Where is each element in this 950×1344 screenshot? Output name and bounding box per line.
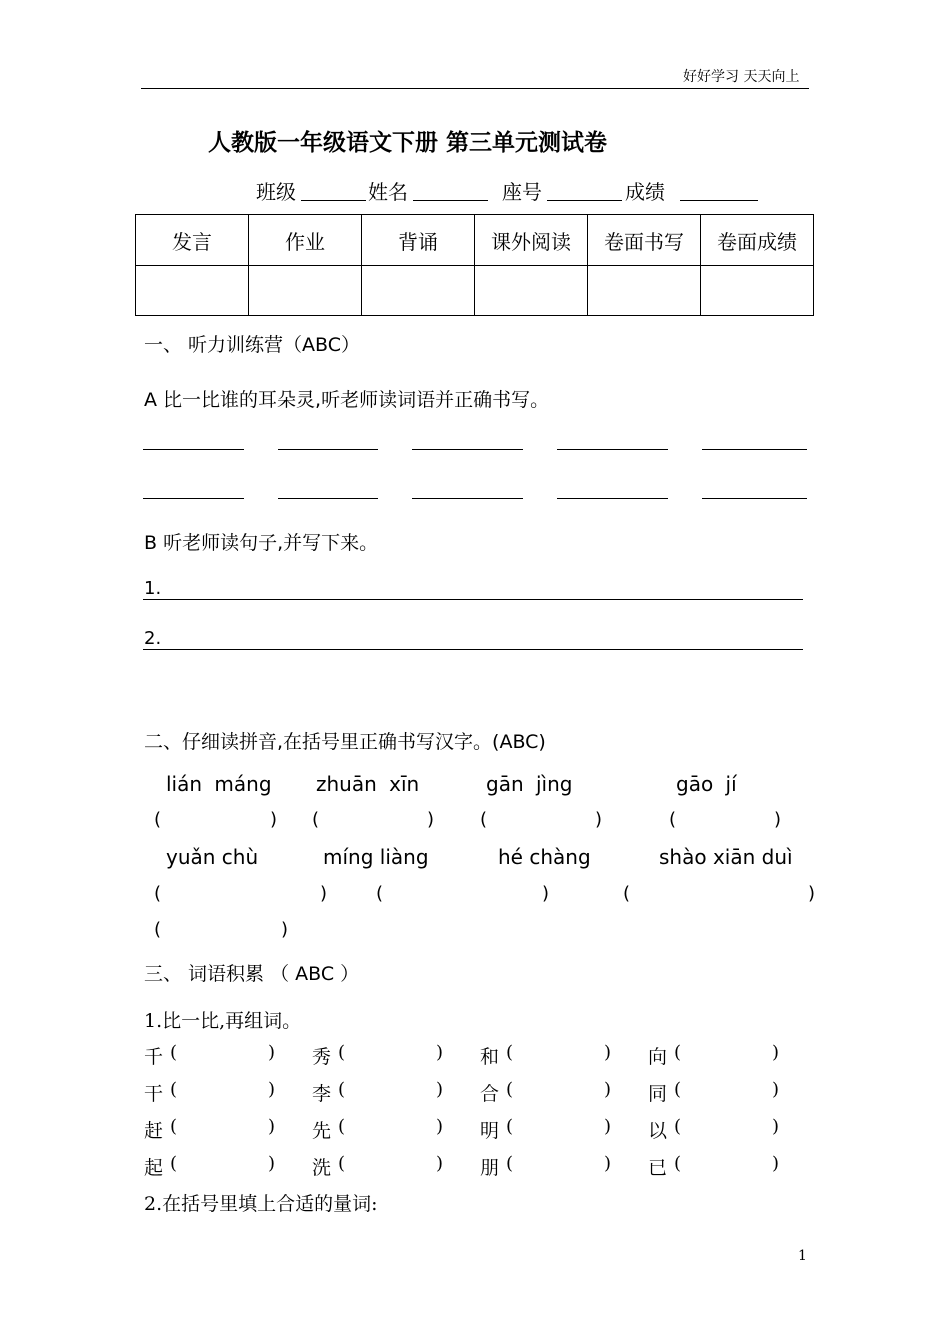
sentence-number: 2.	[144, 628, 162, 649]
answer-paren[interactable]: (	[338, 1079, 346, 1100]
char-label: 合	[480, 1083, 500, 1105]
char-label: 千	[144, 1046, 164, 1068]
score-cell[interactable]	[475, 266, 588, 316]
word-blank[interactable]	[278, 449, 378, 450]
answer-paren[interactable]: (	[312, 809, 320, 830]
section1-part-b: B 听老师读句子,并写下来。	[144, 532, 379, 554]
answer-paren[interactable]: (	[170, 1116, 178, 1137]
score-cell[interactable]	[588, 266, 701, 316]
score-blank[interactable]	[680, 200, 758, 201]
score-header: 发言	[136, 215, 249, 266]
answer-paren[interactable]: (	[170, 1153, 178, 1174]
answer-paren[interactable]: )	[808, 883, 816, 904]
section3-q2: 2.在括号里填上合适的量词:	[144, 1193, 378, 1215]
answer-paren[interactable]: (	[480, 809, 488, 830]
answer-paren[interactable]: )	[268, 1116, 276, 1137]
answer-paren[interactable]: (	[506, 1153, 514, 1174]
answer-paren[interactable]: (	[669, 809, 677, 830]
section2-title: 二、仔细读拼音,在括号里正确书写汉字。(ABC)	[144, 731, 546, 753]
char-label: 李	[312, 1083, 332, 1105]
answer-paren[interactable]: )	[436, 1116, 444, 1137]
word-blank[interactable]	[557, 449, 668, 450]
score-header: 卷面书写	[588, 215, 701, 266]
score-table	[135, 214, 814, 316]
sentence-line[interactable]	[143, 649, 803, 650]
sentence-line[interactable]	[143, 599, 803, 600]
answer-paren[interactable]: )	[772, 1116, 780, 1137]
section1-title: 一、 听力训练营（ABC）	[144, 334, 361, 356]
answer-paren[interactable]: )	[604, 1153, 612, 1174]
answer-paren[interactable]: (	[506, 1042, 514, 1063]
pinyin: gān jìng	[486, 772, 573, 796]
word-blank[interactable]	[143, 449, 244, 450]
header-rule	[141, 88, 809, 89]
answer-paren[interactable]: )	[427, 809, 435, 830]
char-label: 起	[144, 1157, 164, 1179]
seat-label: 座号	[502, 180, 542, 204]
answer-paren[interactable]: (	[674, 1116, 682, 1137]
answer-paren[interactable]: (	[674, 1079, 682, 1100]
pinyin: shào xiān duì	[659, 845, 793, 869]
pinyin: yuǎn chù	[166, 845, 259, 869]
char-label: 以	[648, 1120, 668, 1142]
answer-paren[interactable]: (	[376, 883, 384, 904]
answer-paren[interactable]: (	[170, 1079, 178, 1100]
answer-paren[interactable]: )	[268, 1042, 276, 1063]
char-label: 先	[312, 1120, 332, 1142]
word-blank[interactable]	[278, 498, 378, 499]
score-cell[interactable]	[249, 266, 362, 316]
char-label: 干	[144, 1083, 164, 1105]
pinyin: zhuān xīn	[316, 772, 420, 796]
answer-paren[interactable]: )	[436, 1153, 444, 1174]
header-motto: 好好学习 天天向上	[683, 69, 800, 85]
answer-paren[interactable]: )	[604, 1042, 612, 1063]
answer-paren[interactable]: (	[170, 1042, 178, 1063]
answer-paren[interactable]: )	[772, 1153, 780, 1174]
char-label: 赶	[144, 1120, 164, 1142]
answer-paren[interactable]: )	[268, 1153, 276, 1174]
class-label: 班级	[256, 180, 296, 204]
page-number: 1	[798, 1248, 807, 1264]
answer-paren[interactable]: (	[623, 883, 631, 904]
answer-paren[interactable]: )	[436, 1079, 444, 1100]
answer-paren[interactable]: )	[604, 1079, 612, 1100]
answer-paren[interactable]: )	[281, 919, 289, 940]
answer-paren[interactable]: (	[154, 809, 162, 830]
answer-paren[interactable]: (	[154, 919, 162, 940]
word-blank[interactable]	[412, 498, 523, 499]
answer-paren[interactable]: )	[774, 809, 782, 830]
answer-paren[interactable]: )	[772, 1079, 780, 1100]
score-header: 卷面成绩	[701, 215, 814, 266]
char-label: 同	[648, 1083, 668, 1105]
score-label: 成绩	[625, 180, 665, 204]
answer-paren[interactable]: )	[604, 1116, 612, 1137]
answer-paren[interactable]: )	[268, 1079, 276, 1100]
answer-paren[interactable]: (	[674, 1042, 682, 1063]
word-blank[interactable]	[143, 498, 244, 499]
answer-paren[interactable]: (	[154, 883, 162, 904]
answer-paren[interactable]: (	[338, 1116, 346, 1137]
seat-blank[interactable]	[547, 200, 622, 201]
score-header: 课外阅读	[475, 215, 588, 266]
answer-paren[interactable]: )	[595, 809, 603, 830]
pinyin: lián máng	[166, 772, 272, 796]
section1-part-a: A 比一比谁的耳朵灵,听老师读词语并正确书写。	[144, 389, 550, 411]
sentence-number: 1.	[144, 578, 162, 599]
score-cell[interactable]	[362, 266, 475, 316]
char-label: 向	[648, 1046, 668, 1068]
answer-paren[interactable]: )	[320, 883, 328, 904]
answer-paren[interactable]: (	[506, 1116, 514, 1137]
answer-paren[interactable]: )	[542, 883, 550, 904]
char-label: 明	[480, 1120, 500, 1142]
score-cell[interactable]	[136, 266, 249, 316]
answer-paren[interactable]: (	[506, 1079, 514, 1100]
char-label: 已	[648, 1157, 668, 1179]
pinyin: gāo jí	[676, 772, 737, 796]
answer-paren[interactable]: (	[674, 1153, 682, 1174]
answer-paren[interactable]: )	[270, 809, 278, 830]
pinyin: hé chàng	[498, 845, 591, 869]
answer-paren[interactable]: (	[338, 1153, 346, 1174]
section3-q1: 1.比一比,再组词。	[144, 1010, 302, 1032]
char-label: 洗	[312, 1157, 332, 1179]
pinyin: míng liàng	[323, 845, 429, 869]
answer-paren[interactable]: )	[436, 1042, 444, 1063]
name-label: 姓名	[368, 180, 408, 204]
char-label: 朋	[480, 1157, 500, 1179]
word-blank[interactable]	[557, 498, 668, 499]
section3-title: 三、 词语积累 （ ABC ）	[144, 963, 360, 985]
answer-paren[interactable]: (	[338, 1042, 346, 1063]
score-header: 背诵	[362, 215, 475, 266]
name-blank[interactable]	[413, 200, 488, 201]
score-cell[interactable]	[701, 266, 814, 316]
char-label: 和	[480, 1046, 500, 1068]
word-blank[interactable]	[702, 498, 807, 499]
page-title: 人教版一年级语文下册 第三单元测试卷	[208, 130, 608, 156]
char-label: 秀	[312, 1046, 332, 1068]
answer-paren[interactable]: )	[772, 1042, 780, 1063]
class-blank[interactable]	[301, 200, 366, 201]
word-blank[interactable]	[412, 449, 523, 450]
word-blank[interactable]	[702, 449, 807, 450]
score-header: 作业	[249, 215, 362, 266]
